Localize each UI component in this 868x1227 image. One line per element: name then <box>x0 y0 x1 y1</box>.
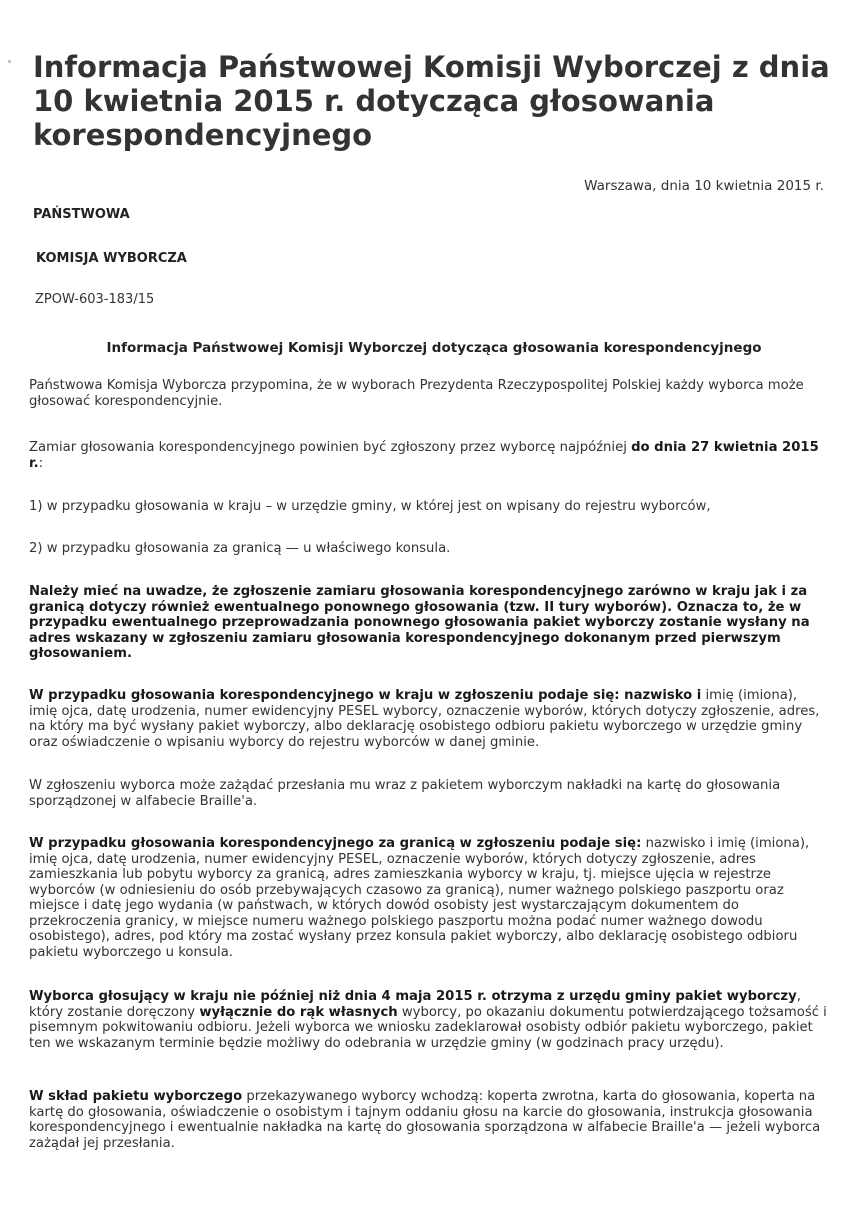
reference-number: ZPOW-603-183/15 <box>35 292 155 307</box>
paragraph-abroad-voting: W przypadku głosowania korespondencyjnego za granicą w zgłoszeniu podaje się: nazwisko i imię (imiona), imię ojca, datę urodzenia, numer ewidencyjny PESEL, oznaczenie wyborów, których dotyczy zgłoszenie, adres zamieszkania lub pobytu wyborcy za granicą, adres zamieszkania wyborcy w kraju, tj. miejsce ujęcia w rejestrze wyborców (w odniesieniu do osób przebywających czasowo za granicą), numer ważnego polskiego paszportu oraz miejsce i datę jego wydania (w państwach, w których dowód osobisty jest wystarczającym dokumentem do przekroczenia granicy, w miejsce numeru ważnego polskiego paszportu można podać numer ważnego dowodu osobistego), adres, pod który ma zostać wysłany przez konsula pakiet wyborczy, albo deklarację osobistego odbioru pakietu wyborczego u konsula. <box>29 836 810 960</box>
scan-speck <box>8 60 11 63</box>
document-date: Warszawa, dnia 10 kwietnia 2015 r. <box>584 178 824 194</box>
paragraph-intro: Państwowa Komisja Wyborcza przypomina, że w wyborach Prezydenta Rzeczypospolitej Polskiej każdy wyborca może głosować korespondencyjnie. <box>29 378 804 409</box>
list-item: 2) w przypadku głosowania za granicą — u właściwego konsula. <box>29 541 451 556</box>
paragraph-braille: W zgłoszeniu wyborca może zażądać przesłania mu wraz z pakietem wyborczym nakładki na kartę do głosowania sporządzonej w alfabecie Braille'a. <box>29 778 781 809</box>
paragraph-package-contents: W skład pakietu wyborczego przekazywanego wyborcy wchodzą: koperta zwrotna, karta do głosowania, koperta na kartę do głosowania, oświadczenie o osobistym i tajnym oddaniu głosu na karcie do głosowania, instrukcja głosowania korespondencyjnego i ewentualnie nakładka na kartę do głosowania sporządzona w alfabecie Braille'a — jeżeli wyborca zażądał jej przesłania. <box>29 1089 821 1151</box>
deadline-date: do dnia 27 kwietnia 2015 r. <box>29 440 819 471</box>
document-title: Informacja Państwowej Komisji Wyborczej z dnia 10 kwietnia 2015 r. dotycząca głosowania korespondencyjnego <box>33 50 830 152</box>
paragraph-notice: Należy mieć na uwadze, że zgłoszenie zamiaru głosowania korespondencyjnego zarówno w kraju jak i za granicą dotyczy również ewentualnego ponownego głosowania (tzw. II tury wyborów). Oznacza to, że w przypadku ewentualnego przeprowadzania ponownego głosowania pakiet wyborczy zostanie wysłany na adres wskazany w zgłoszeniu zamiaru głosowania korespondencyjnego dokonanym przed pierwszym głosowaniem. <box>29 584 810 661</box>
organization-line-2: KOMISJA WYBORCZA <box>36 251 187 266</box>
organization-line-1: PAŃSTWOWA <box>33 207 130 222</box>
paragraph-package-delivery: Wyborca głosujący w kraju nie później niż dnia 4 maja 2015 r. otrzyma z urzędu gminy pakiet wyborczy, który zostanie doręczony wyłącznie do rąk własnych wyborcy, po okazaniu dokumentu potwierdzającego tożsamość i pisemnym pokwitowaniu odbioru. Jeżeli wyborca we wniosku zadeklarował osobisty odbiór pakietu wyborczego, pakiet ten we wskazanym terminie będzie możliwy do odebrania w urzędzie gminy (w godzinach pracy urzędu). <box>29 989 827 1051</box>
paragraph-deadline: Zamiar głosowania korespondencyjnego powinien być zgłoszony przez wyborcę najpóźniej do dnia 27 kwietnia 2015 r.: <box>29 440 819 471</box>
list-item: 1) w przypadku głosowania w kraju – w urzędzie gminy, w której jest on wpisany do rejestru wyborców, <box>29 499 711 514</box>
paragraph-domestic-voting: W przypadku głosowania korespondencyjnego w kraju w zgłoszeniu podaje się: nazwisko i imię (imiona), imię ojca, datę urodzenia, numer ewidencyjny PESEL wyborcy, oznaczenie wyborów, których dotyczy zgłoszenie, adres, na który ma być wysłany pakiet wyborczy, albo deklarację osobistego odbioru pakietu wyborczego w urzędzie gminy oraz oświadczenie o wpisaniu wyborcy do rejestru wyborców w danej gminie. <box>29 688 820 750</box>
document-subtitle: Informacja Państwowej Komisji Wyborczej dotycząca głosowania korespondencyjnego <box>106 340 762 356</box>
